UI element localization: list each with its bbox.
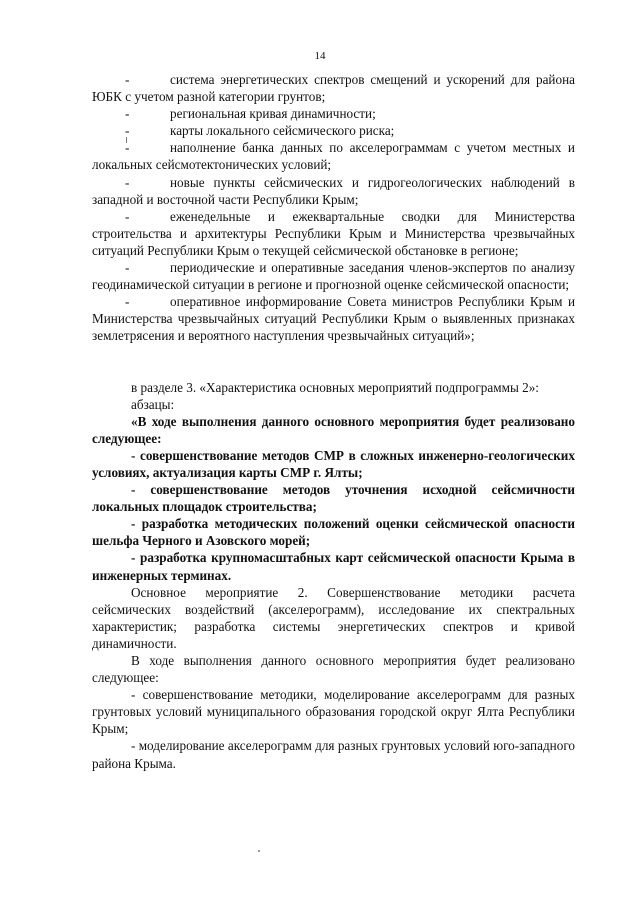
list-dash: - bbox=[125, 294, 130, 310]
bold-block-item: - совершенствование методов СМР в сложных инженерно-геологических условиях, актуализация карты СМР г. Ялты; bbox=[92, 447, 575, 480]
list-item-text: оперативное информирование Совета министров Республики Крым и Министерства чрезвычайных ситуаций Республики Крым о выявленных признаках землетрясения и вероятного наступления чрезвычайных ситуаций»; bbox=[92, 294, 575, 344]
list-dash: - bbox=[125, 72, 130, 87]
closing-item: - моделирование акселерограмм для разных грунтовых условий юго-западного района Крыма. bbox=[92, 738, 575, 771]
scan-speck bbox=[258, 850, 260, 852]
list-item bbox=[92, 293, 575, 344]
closing-item: - совершенствование методики, моделирование акселерограмм для разных грунтовых условий муниципального образования городской округ Ялта Республики Крым; bbox=[92, 687, 575, 737]
list-item bbox=[92, 122, 575, 139]
list-dash: - bbox=[125, 208, 130, 224]
list-item-text: периодические и оперативные заседания членов-экспертов по анализу геодинамической ситуации в регионе и прогнозной оценке сейсмической опасности; bbox=[92, 260, 575, 293]
document-body bbox=[92, 71, 575, 772]
list-item bbox=[92, 208, 575, 259]
bold-block-item: - совершенствование методов уточнения исходной сейсмичности локальных площадок строительства; bbox=[92, 482, 575, 515]
main-event-paragraph: Основное мероприятие 2. Совершенствование методики расчета сейсмических воздействий (акселерограмм), исследование их спектральных характеристик; разработка системы энергетических спектров и кривой динамичности. bbox=[92, 584, 575, 651]
section-reference: в разделе 3. «Характеристика основных мероприятий подпрограммы 2»: bbox=[131, 379, 539, 395]
bold-quoted-block bbox=[92, 413, 575, 584]
list-item bbox=[92, 71, 575, 105]
list-item-text: наполнение банка данных по акселерограммам с учетом местных и локальных сейсмотектонических условий; bbox=[92, 140, 575, 173]
list-item-text: система энергетических спектров смещений и ускорений для района ЮБК с учетом разной категории грунтов; bbox=[92, 72, 575, 105]
list-item bbox=[92, 139, 575, 173]
paragraph-gap bbox=[92, 345, 575, 379]
list-dash: - bbox=[125, 260, 130, 276]
bold-block-item: - разработка методических положений оценки сейсмической опасности шельфа Черного и Азовского морей; bbox=[92, 516, 575, 549]
list-item-text: еженедельные и ежеквартальные сводки для Министерства строительства и архитектуры Республики Крым и Министерства чрезвычайных ситуаций Республики Крым о текущей сейсмической обстановке в регионе; bbox=[92, 208, 575, 258]
list-item bbox=[92, 259, 575, 293]
list-item-text: карты локального сейсмического риска; bbox=[170, 123, 395, 139]
list-dash: - bbox=[125, 140, 130, 156]
page-number: 14 bbox=[314, 50, 326, 62]
abzacy-label: абзацы: bbox=[131, 396, 175, 412]
list-dash: - bbox=[125, 174, 130, 190]
bold-block-item: - разработка крупномасштабных карт сейсмической опасности Крыма в инженерных терминах. bbox=[92, 550, 575, 583]
list-item bbox=[92, 105, 575, 122]
bold-block-intro: «В ходе выполнения данного основного мероприятия будет реализовано следующее: bbox=[92, 413, 575, 446]
list-dash: - bbox=[125, 123, 130, 139]
list-item-text: региональная кривая динамичности; bbox=[170, 106, 376, 122]
list-item bbox=[92, 174, 575, 208]
list-item-text: новые пункты сейсмических и гидрогеологических наблюдений в западной и восточной части Республики Крым; bbox=[92, 174, 575, 207]
list-dash: - bbox=[125, 106, 130, 122]
closing-intro: В ходе выполнения данного основного мероприятия будет реализовано следующее: bbox=[92, 653, 575, 686]
